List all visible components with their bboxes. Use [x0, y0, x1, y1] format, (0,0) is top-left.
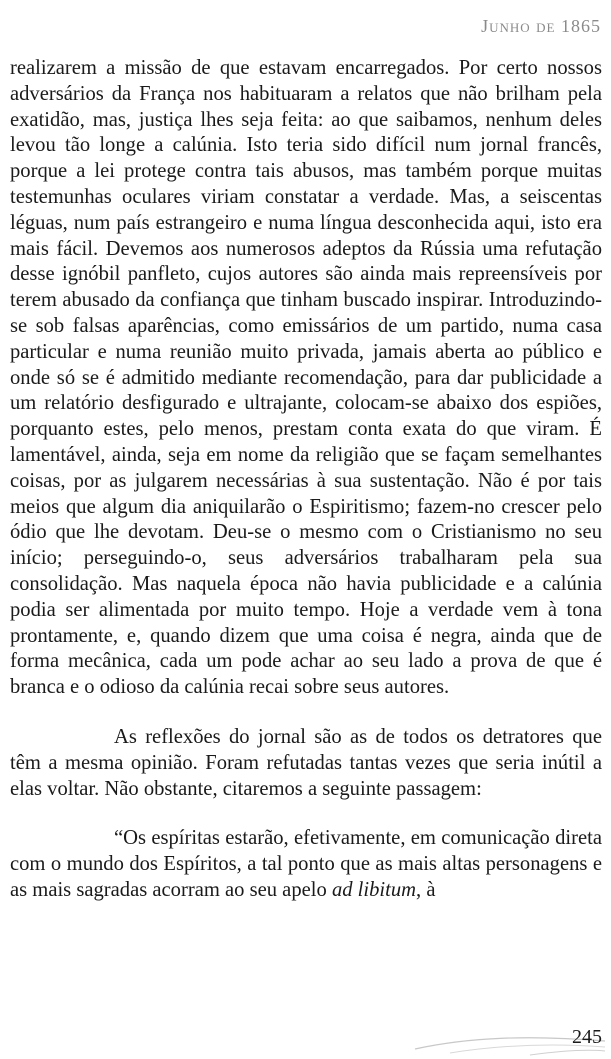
paragraph-1: realizarem a missão de que estavam encarregados. Por certo nossos adversários da França nos habituaram a relatos que não brilham pela exatidão, mas, justiça lhes seja feita: ao que saibamos, nenhum deles levou tão longe a calúnia. Isto teria sido difícil num jornal francês, porque a lei protege contra tais abusos, mas também porque muitas testemunhas oculares viriam constatar a verdade. Mas, a seiscentas léguas, num país estrangeiro e numa língua desconhecida aqui, isto era mais fácil. Devemos aos numerosos adeptos da Rússia uma refutação desse ignóbil panfleto, cujos autores são ainda mais repreensíveis por terem abusado da confiança que tinham buscado inspirar. Introduzindo-se sob falsas aparências, como emissários de um partido, numa casa particular e numa reunião muito privada, jamais aberta ao público e onde só se é admitido mediante recomendação, para dar publicidade a um relatório desfigurado e ultrajante, colocam-se abaixo dos espiões, porquanto estes, pelo menos, prestam conta exata do que viram. É lamentável, ainda, seja em nome da religião que se façam semelhantes coisas, por as julgarem necessárias à sua sustentação. Não é por tais meios que algum dia aniquilarão o Espiritismo; fazem-no crescer pelo ódio que lhe devotam. Deu-se o mesmo com o Cristianismo no seu início; perseguindo-o, seus adversários trabalharam pela sua consolidação. Mas naquela época não havia publicidade e a calúnia podia ser alimentada por muito tempo. Hoje a verdade vem à tona prontamente, e, quando dizem que uma coisa é negra, ainda que de forma mecânica, cada um pode achar ao seu lado a prova de que é branca e o odioso da calúnia recai sobre seus autores.: [10, 57, 602, 699]
page-number: 245: [572, 1026, 602, 1048]
paragraph-2: As reflexões do jornal são as de todos os detratores que têm a mesma opinião. Foram refutadas tantas vezes que seria inútil a elas voltar. Não obstante, citaremos a seguinte passagem:: [10, 725, 602, 800]
paragraph-3-text: “Os espíritas estarão, efetivamente, em comunicação direta com o mundo dos Espíritos, a tal ponto que as mais altas personagens e as mais sagradas acorram ao seu apelo: [10, 827, 602, 901]
page-body: [10, 56, 602, 904]
paragraph-3: [10, 826, 602, 903]
paragraph-3-latin-phrase: ad libitum: [331, 878, 417, 901]
running-header: Junho de 1865: [481, 16, 601, 36]
paragraph-3-tail: , à: [416, 878, 436, 901]
